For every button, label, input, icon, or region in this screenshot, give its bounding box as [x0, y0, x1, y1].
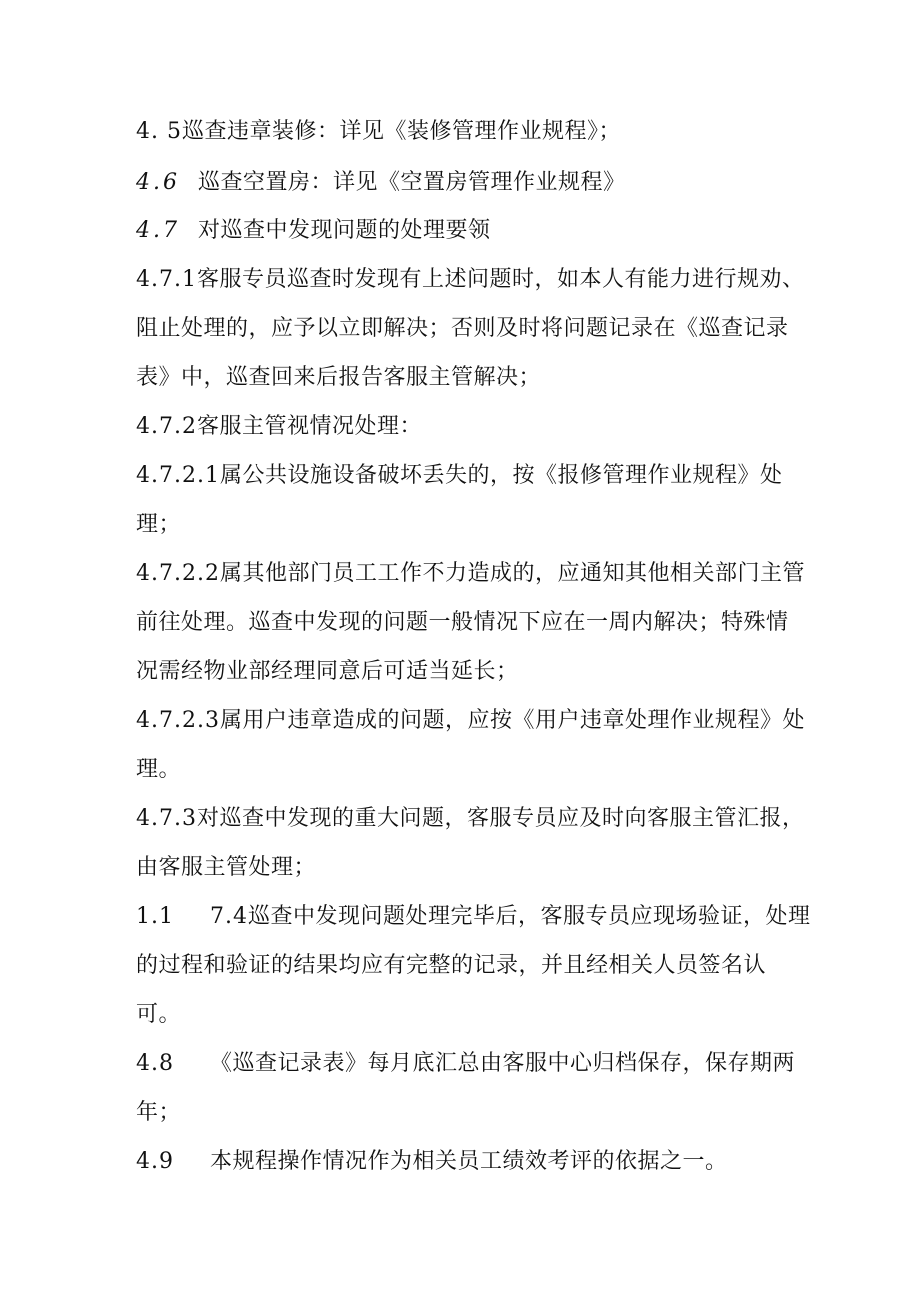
clause-text: 客服专员巡查时发现有上述问题时，如本人有能力进行规劝、 [196, 267, 805, 292]
clause-text: 客服主管视情况处理： [196, 414, 422, 439]
clause-1-1-7-4-cont-1 [136, 952, 766, 980]
clause-number: 4.7.1 [136, 267, 197, 292]
clause-4-7-1-cont-1 [136, 315, 789, 343]
clause-text: 由客服主管处理； [136, 855, 317, 880]
clause-text: 年； [136, 1100, 182, 1125]
clause-4-7-2-1 [136, 462, 782, 490]
clause-subnumber: 7.4 [210, 904, 248, 929]
clause-number: 4.6 [136, 170, 180, 195]
clause-text: 况需经物业部经理同意后可适当延长； [136, 659, 519, 684]
clause-text: 属公共设施设备破坏丢失的，按《报修管理作业规程》处 [219, 463, 783, 488]
clause-text: 本规程操作情况作为相关员工绩效考评的依据之一。 [210, 1149, 728, 1174]
clause-number: 4.7 [136, 218, 180, 243]
clause-4-7 [136, 217, 491, 245]
clause-4-7-2 [136, 413, 422, 441]
clause-4-5 [136, 118, 621, 146]
clause-4-7-2-2-cont-2 [136, 658, 519, 686]
clause-text: 阻止处理的，应予以立即解决；否则及时将问题记录在《巡查记录 [136, 316, 789, 341]
clause-4-7-2-2-cont-1 [136, 609, 789, 637]
clause-4-7-1 [136, 266, 805, 294]
clause-4-8-cont [136, 1099, 181, 1127]
clause-4-7-1-cont-2 [136, 364, 541, 392]
clause-number: 4.7.2.2 [136, 561, 220, 586]
clause-text: 前往处理。巡查中发现的问题一般情况下应在一周内解决；特殊情 [136, 610, 789, 635]
clause-text: 理； [136, 512, 182, 537]
clause-1-1-7-4-cont-2 [136, 1001, 181, 1029]
clause-number: 4.8 [136, 1051, 174, 1076]
clause-text: 表》中，巡查回来后报告客服主管解决； [136, 365, 542, 390]
clause-number: 4.7.2.1 [136, 463, 220, 488]
clause-4-7-2-2 [136, 560, 805, 588]
clause-number: 4.9 [136, 1149, 174, 1174]
clause-text: 巡查中发现问题处理完毕后，客服专员应现场验证，处理 [248, 904, 811, 929]
clause-text: 对巡查中发现问题的处理要领 [198, 218, 491, 243]
clause-text: 属用户违章造成的问题，应按《用户违章处理作业规程》处 [219, 708, 805, 733]
clause-text: 巡查空置房：详见《空置房管理作业规程》 [198, 170, 626, 195]
clause-text: 巡查违章装修：详见《装修管理作业规程》； [181, 119, 621, 144]
clause-4-9 [136, 1148, 728, 1176]
clause-text: 理。 [136, 757, 182, 782]
clause-1-1-7-4 [136, 903, 811, 931]
clause-4-7-3 [136, 805, 805, 833]
clause-number: 4.7.2 [136, 414, 197, 439]
clause-number: 4.7.2.3 [136, 708, 220, 733]
clause-text: 对巡查中发现的重大问题，客服专员应及时向客服主管汇报， [196, 806, 805, 831]
clause-4-8 [136, 1050, 795, 1078]
clause-4-7-2-3 [136, 707, 805, 735]
clause-4-6 [136, 169, 626, 197]
clause-number: 1.1 [136, 904, 174, 929]
clause-text: 属其他部门员工工作不力造成的，应通知其他相关部门主管 [219, 561, 805, 586]
clause-4-7-2-3-cont [136, 756, 181, 784]
clause-4-7-2-1-cont [136, 511, 181, 539]
clause-text: 《巡查记录表》每月底汇总由客服中心归档保存，保存期两 [210, 1051, 796, 1076]
clause-text: 可。 [136, 1002, 182, 1027]
clause-number: 4. 5 [136, 119, 182, 144]
clause-4-7-3-cont [136, 854, 316, 882]
clause-number: 4.7.3 [136, 806, 197, 831]
clause-text: 的过程和验证的结果均应有完整的记录，并且经相关人员签名认 [136, 953, 767, 978]
